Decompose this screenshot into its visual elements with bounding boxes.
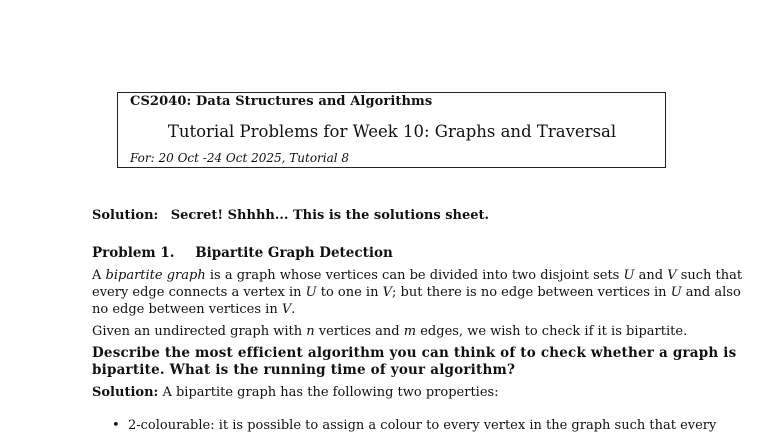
definition-line-1 — [92, 267, 743, 284]
question-line-2: bipartite. What is the running time of your algorithm? — [92, 362, 516, 378]
tutorial-dates: For: 20 Oct -24 Oct 2025, Tutorial 8 — [130, 151, 350, 165]
math-var: U — [670, 285, 682, 300]
text: and also — [681, 285, 741, 300]
text: . — [291, 302, 296, 317]
text: and — [634, 268, 668, 283]
definition-line-2 — [92, 284, 741, 301]
math-var: U — [305, 285, 317, 300]
problem-number: Problem 1. — [92, 245, 175, 261]
text: no edge between vertices in — [92, 302, 282, 317]
bullet-text: 2-colourable: it is possible to assign a colour to every vertex in the graph such that every — [127, 418, 717, 433]
problem-title: Bipartite Graph Detection — [195, 245, 393, 261]
bullet-dot-icon: • — [112, 418, 120, 433]
defined-term: bipartite graph — [105, 268, 206, 283]
math-var: V — [382, 285, 392, 300]
solution-label: Solution: — [92, 208, 159, 223]
solution-text: A bipartite graph has the following two properties: — [162, 385, 499, 400]
math-var: U — [623, 268, 635, 283]
math-var: m — [403, 324, 417, 339]
problem-heading — [92, 245, 692, 262]
text: vertices and — [314, 324, 404, 339]
solution-label: Solution: — [92, 385, 159, 400]
given-statement — [92, 323, 692, 340]
text: A — [92, 268, 106, 283]
text: ; but there is no edge between vertices in — [392, 285, 671, 300]
text: is a graph whose vertices can be divided into two disjoint sets — [205, 268, 624, 283]
text: edges, we wish to check if it is bipartite. — [416, 324, 688, 339]
solution-note-text: Secret! Shhhh... This is the solutions sheet. — [170, 208, 490, 223]
text: such that — [676, 268, 743, 283]
course-code: CS2040: Data Structures and Algorithms — [130, 94, 433, 109]
math-var: n — [306, 324, 315, 339]
definition-line-3 — [92, 301, 692, 318]
text: to one in — [316, 285, 383, 300]
solution-note — [92, 207, 692, 224]
page-title: Tutorial Problems for Week 10: Graphs and Traversal — [167, 122, 617, 141]
question-line-1: Describe the most efficient algorithm you can think of to check whether a graph is — [92, 345, 737, 361]
text: every edge connects a vertex in — [92, 285, 306, 300]
solution-intro — [92, 384, 692, 401]
bullet-item — [112, 418, 716, 433]
math-var: V — [667, 268, 677, 283]
math-var: V — [281, 302, 292, 317]
text: Given an undirected graph with — [92, 324, 307, 339]
